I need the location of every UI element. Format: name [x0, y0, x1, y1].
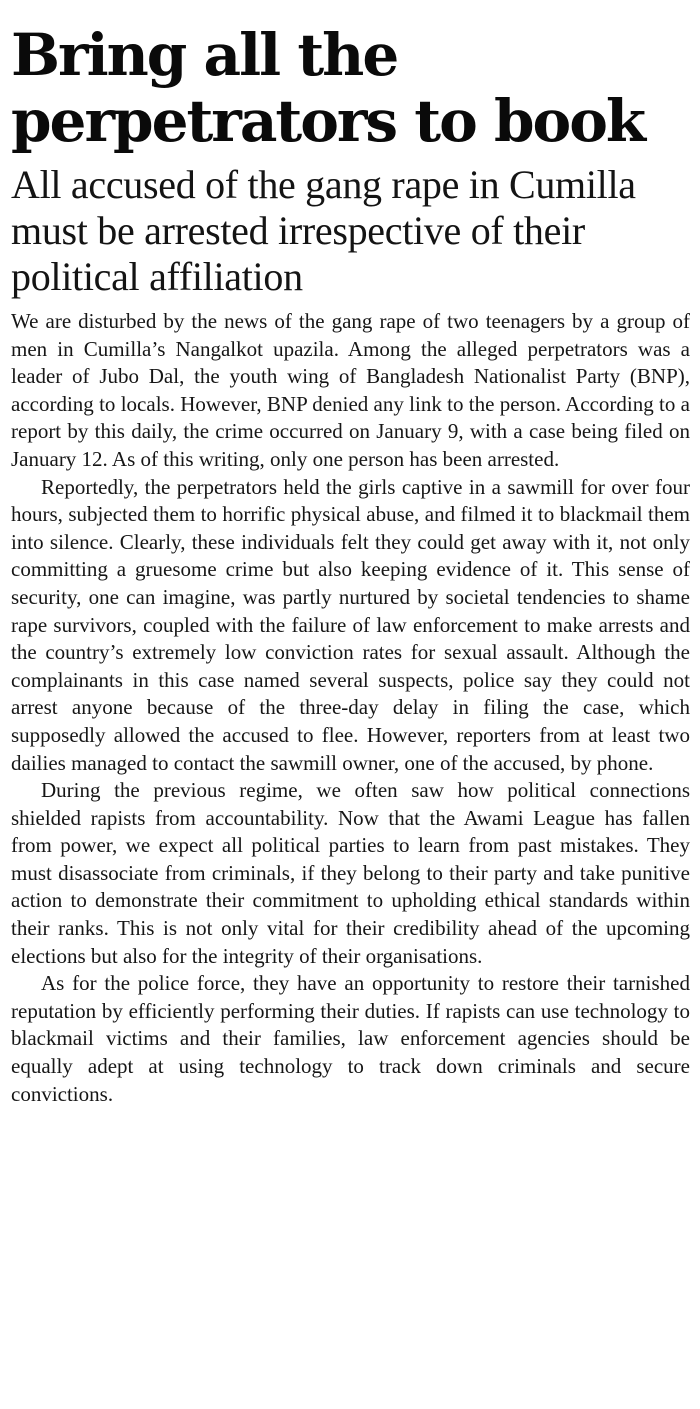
paragraph-3: During the previous regime, we often saw how political connections shielded rapists from accountability. Now that the Awami League has fallen from power, we expect all political parties to learn from past mistakes. They must disassociate from criminals, if they belong to their party and take punitive action to demonstrate their commitment to upholding ethical standards within their ranks. This is not only vital for their credibility ahead of the upcoming elections but also for the integrity of their organisations.	[11, 778, 690, 968]
paragraph-4: As for the police force, they have an opportunity to restore their tarnished reputation by efficiently performing their duties. If rapists can use technology to blackmail victims and their families, law enforcement agencies should be equally adept at using technology to track down criminals and secure convictions.	[11, 971, 690, 1106]
paragraph-2: Reportedly, the perpetrators held the girls captive in a sawmill for over four hours, subjected them to horrific physical abuse, and filmed it to blackmail them into silence. Clearly, these individuals felt they could get away with it, not only committing a gruesome crime but also keeping evidence of it. This sense of security, one can imagine, was partly nurtured by societal tendencies to shame rape survivors, coupled with the failure of law enforcement to make arrests and the country’s extremely low conviction rates for sexual assault. Although the complainants in this case named several suspects, police say they could not arrest anyone because of the three-day delay in filing the case, which supposedly allowed the accused to flee. However, reporters from at least two dailies managed to contact the sawmill owner, one of the accused, by phone.	[11, 474, 690, 775]
headline: Bring all the perpetrators to book	[11, 21, 645, 155]
paragraph-1: We are disturbed by the news of the gang rape of two teenagers by a group of men in Cumilla’s Nangalkot upazila. Among the alleged perpetrators was a leader of Jubo Dal, the youth wing of Bangladesh Nationalist Party (BNP), according to locals. However, BNP denied any link to the person. According to a report by this daily, the crime occurred on January 9, with a case being filed on January 12. As of this writing, only one person has been arrested.	[11, 309, 690, 471]
subheadline: All accused of the gang rape in Cumilla must be arrested irrespective of their political affiliation	[11, 162, 636, 299]
editorial-article	[11, 22, 690, 1108]
article-body	[11, 308, 690, 1108]
